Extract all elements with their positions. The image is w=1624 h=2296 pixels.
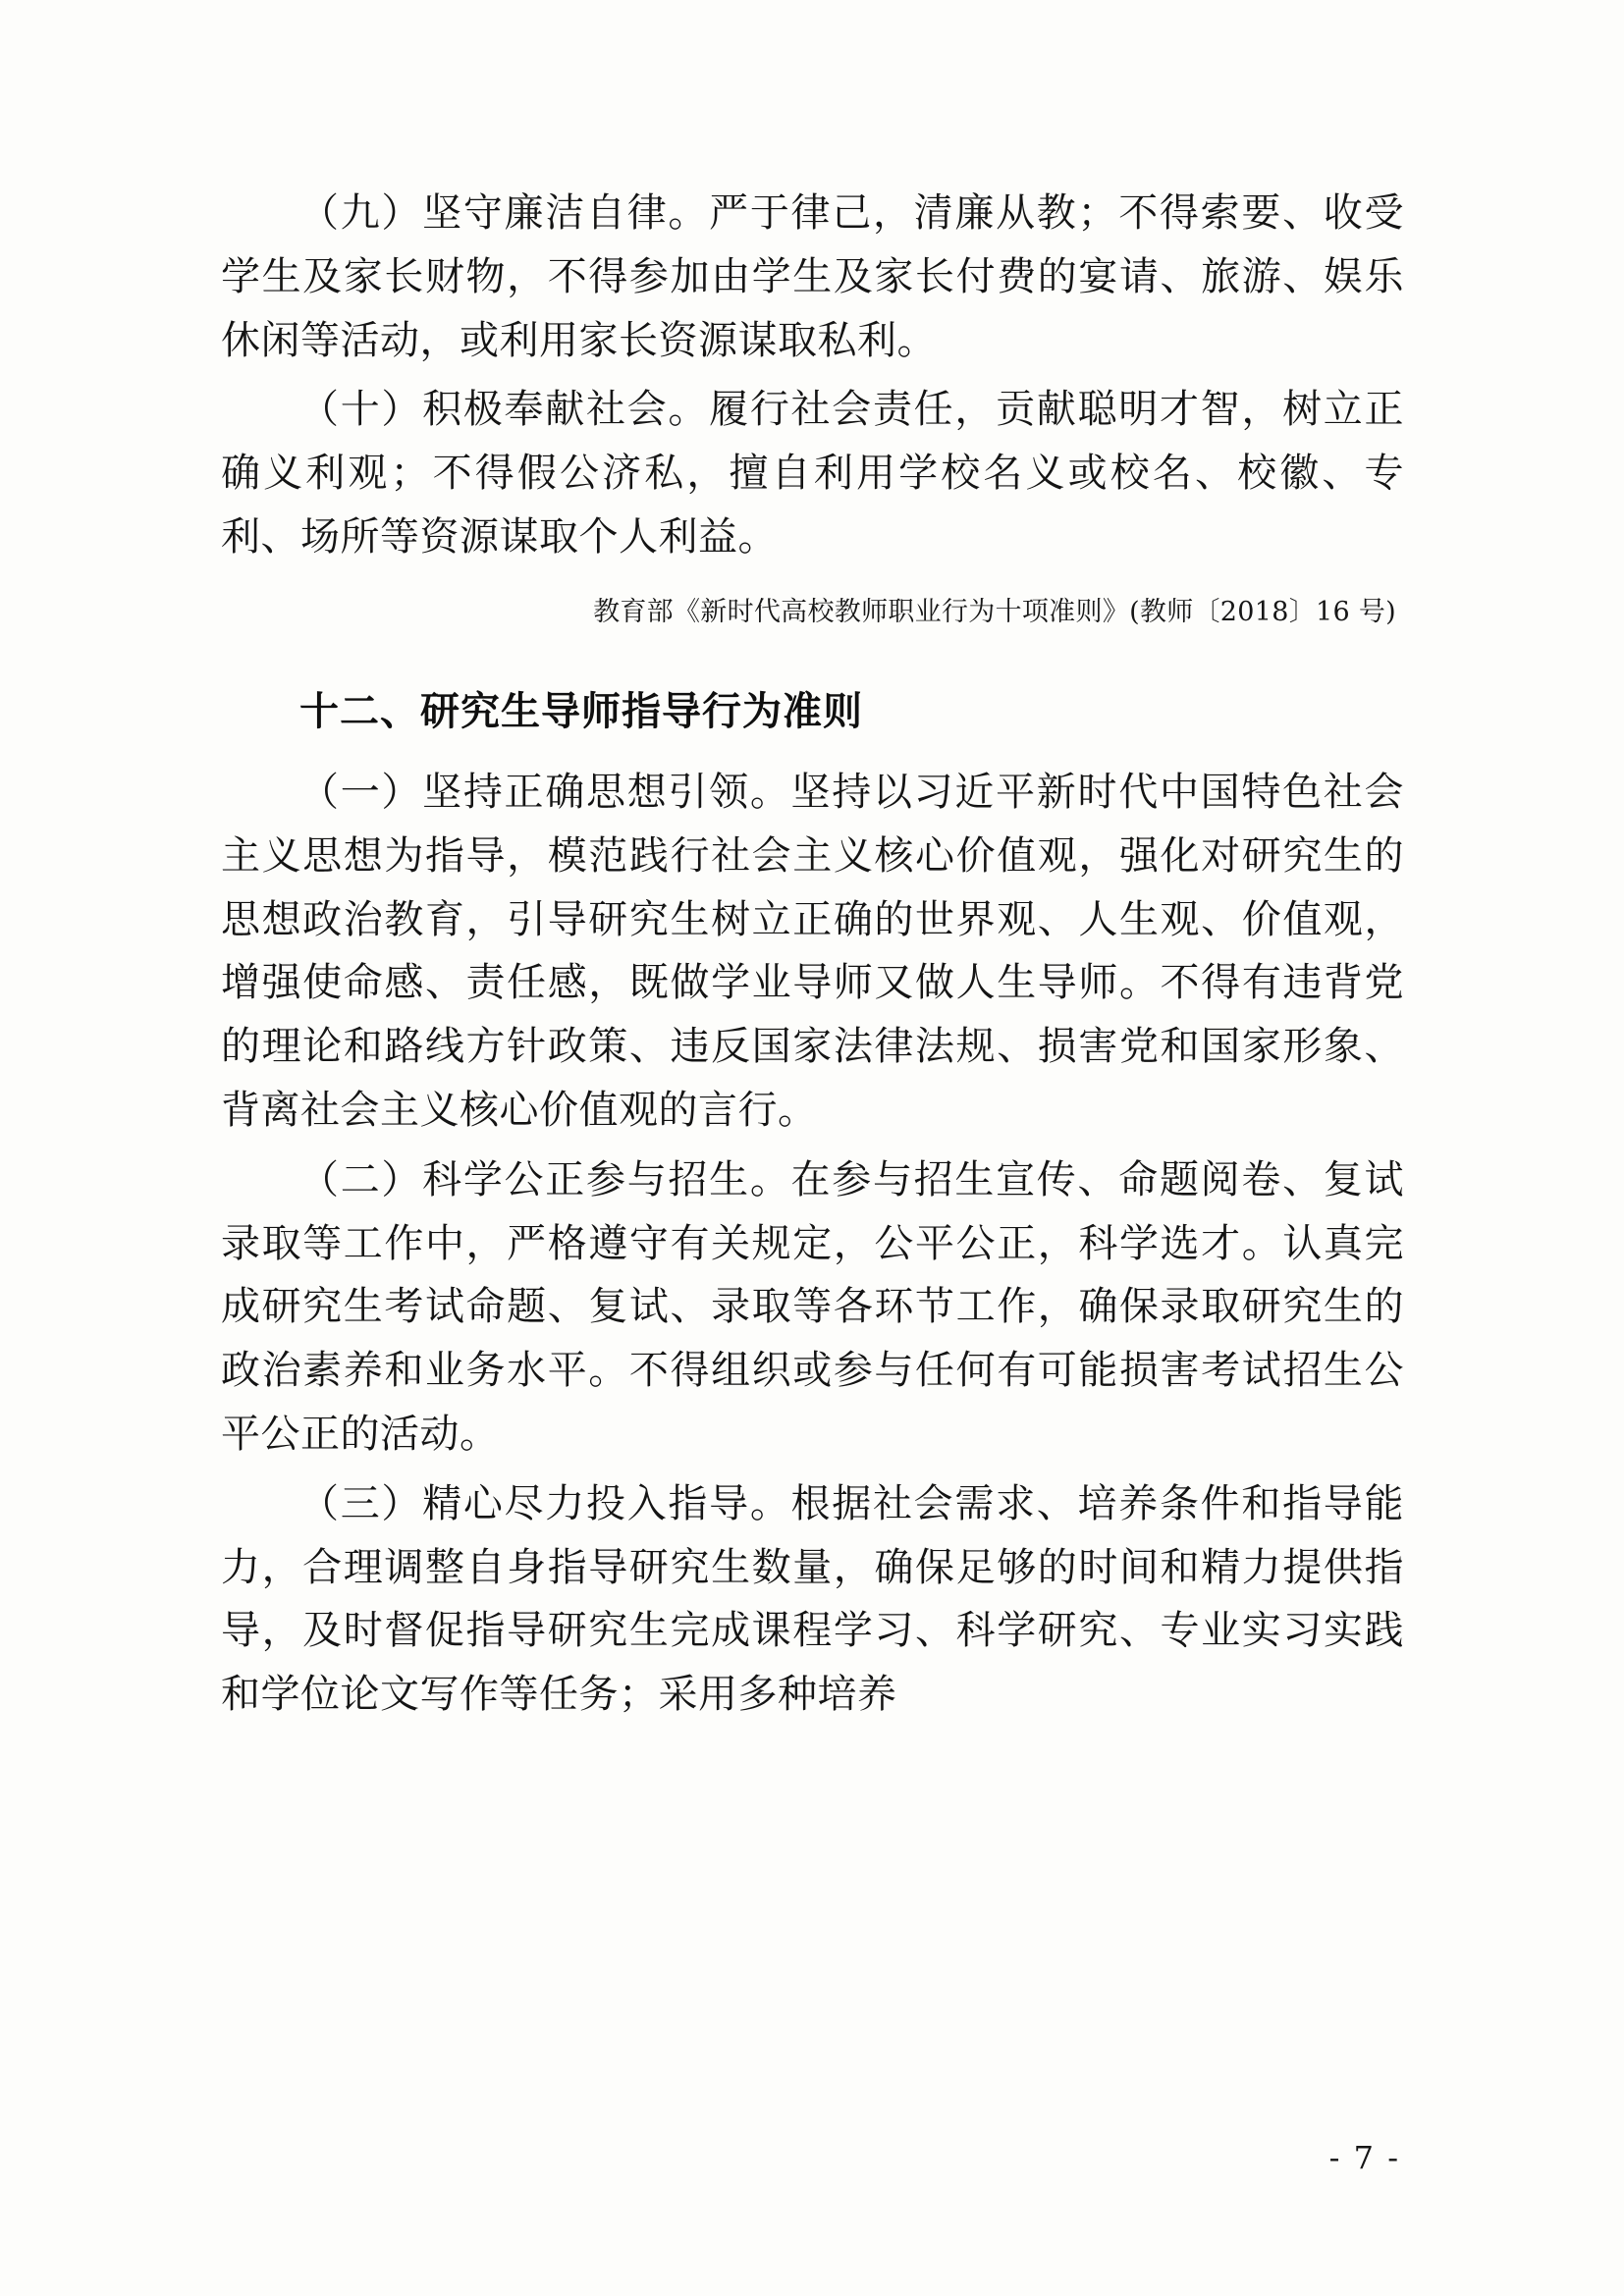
page-content bbox=[221, 182, 1404, 1733]
source-citation: 教育部《新时代高校教师职业行为十项准则》(教师〔2018〕16 号) bbox=[593, 596, 1396, 627]
section-title: 十二、研究生导师指导行为准则 bbox=[299, 688, 863, 734]
paragraph-item-ten: （十）积极奉献社会。履行社会责任，贡献聪明才智，树立正确义利观；不得假公济私，擅自利用学校名义或校名、校徽、专利、场所等资源谋取个人利益。 bbox=[221, 387, 1404, 560]
paragraph-item-three: （三）精心尽力投入指导。根据社会需求、培养条件和指导能力，合理调整自身指导研究生数量，确保足够的时间和精力提供指导，及时督促指导研究生完成课程学习、科学研究、专业实习实践和学位论文写作等任务；采用多种培养 bbox=[221, 1480, 1404, 1718]
paragraph-item-nine: （九）坚守廉洁自律。严于律己，清廉从教；不得索要、收受学生及家长财物，不得参加由学生及家长付费的宴请、旅游、娱乐休闲等活动，或利用家长资源谋取私利。 bbox=[221, 190, 1404, 363]
page-number: - 7 - bbox=[1328, 2139, 1400, 2176]
paragraph-item-one: （一）坚持正确思想引领。坚持以习近平新时代中国特色社会主义思想为指导，模范践行社会主义核心价值观，强化对研究生的思想政治教育，引导研究生树立正确的世界观、人生观、价值观，增强使命感、责任感，既做学业导师又做人生导师。不得有违背党的理论和路线方针政策、违反国家法律法规、损害党和国家形象、背离社会主义核心价值观的言行。 bbox=[221, 769, 1404, 1133]
paragraph-item-two: （二）科学公正参与招生。在参与招生宣传、命题阅卷、复试录取等工作中，严格遵守有关规定，公平公正，科学选才。认真完成研究生考试命题、复试、录取等各环节工作，确保录取研究生的政治素养和业务水平。不得组织或参与任何有可能损害考试招生公平公正的活动。 bbox=[221, 1156, 1404, 1457]
